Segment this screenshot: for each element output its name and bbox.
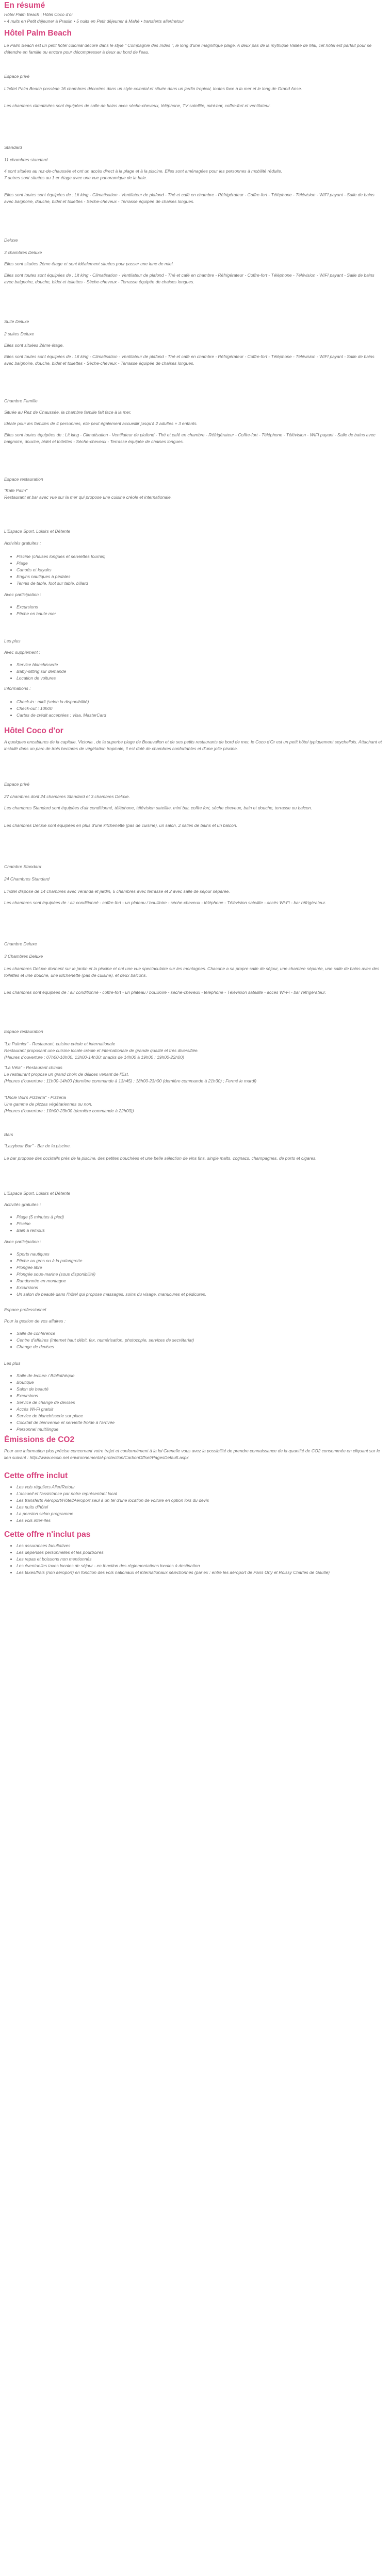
coco-deluxe-p1: Les chambres Deluxe donnent sur le jardin et la piscine et ont une vue spectaculaire sur les montagnes. Chacune a sa propre salle de séjour, une chambre séparée, une salle de bains avec des toilettes et une douche, une kitchenette (pas de cuisine), et deux balcons. [4, 966, 380, 978]
list-item: • Cartes de crédit acceptées : Visa, MasterCard [17, 712, 384, 719]
palm-famille-title: Chambre Famille [4, 398, 38, 403]
excludes-heading: Cette offre n'inclut pas [4, 1530, 91, 1539]
palm-espace-prive-p1: L'hôtel Palm Beach possède 16 chambres décorées dans un style colonial et située dans un jardin tropical, toutes face à la mer et le long de Grand Anse. [4, 86, 302, 91]
palm-supplement-label: Avec supplément : [4, 650, 40, 655]
list-item: • Personnel multilingue [17, 1426, 384, 1433]
coco-pro-label: Pour la gestion de vos affaires : [4, 1318, 66, 1324]
list-item: • Bain à remous [17, 1227, 384, 1234]
coco-pro-title: Espace professionnel [4, 1307, 46, 1312]
palm-sport-title: L'Espace Sport, Loisirs et Détente [4, 529, 71, 534]
coco-r2-name: "La Véla" - Restaurant chinois [4, 1065, 62, 1070]
palm-deluxe-p2: Elles sont toutes sont équipées de : Lit king - Climatisation - Ventilateur de plafond - Thé et café en chambre - Réfrigérateur - Coffre-fort - Téléphone - Télévision - WIFI payant - Salle de bains avec baignoire, douche, bidet et toilettes - Sèche-cheveux - Terrasse équipée de chaises longues. [4, 273, 374, 284]
list-item: • Plongée libre [17, 1264, 384, 1271]
list-item: • Accès Wi-Fi gratuit [17, 1406, 384, 1413]
coco-standard-p2: Les chambres sont équipées de : air conditionné - coffre-fort - un plateau / bouilloire - sèche-cheveux - téléphone - Télévision satellite - accès Wi-Fi - bar réfrigérateur. [4, 900, 327, 905]
list-item: • Les nuits d'hôtel [17, 1504, 384, 1511]
coco-r2-line2: (Heures d'ouverture : 11h00-14h00 (dernière commande à 13h45) ; 18h00-23h00 (dernière commande à 21h30) ; Fermé le mardi) [4, 1078, 257, 1083]
coco-intro: A quelques encablures de la capitale, Victoria , de la superbe plage de Beauvallon et de ses petits restaurants de bord de mer, le Coco d'Or est un petit hôtel typiquement seychellois. Attachant et installé dans un parc de trois hectares de végétation tropicale, il est doté de chambres confortables et d'une jolie piscine. [4, 739, 382, 751]
coco-activites-list [4, 1214, 384, 1234]
palm-intro: Le Palm Beach est un petit hôtel colonial décoré dans le style " Compagnie des Indes ", le long d'une magnifique plage. A deux pas de la mythique Vallée de Mai, cet hôtel est parfait pour se détendre en famille ou encore pour décompresser à deux au bord de l'eau. [4, 43, 372, 55]
palm-espace-prive-p2: Les chambres climatisées sont équipées de salle de bains avec sèche-cheveux, téléphone, TV satellite, mini-bar, coffre-fort et ventilateur. [4, 103, 271, 108]
coco-standard-sub: 24 Chambres Standard [4, 876, 50, 882]
palm-supplement-list [4, 662, 384, 682]
coco-participation-label: Avec participation : [4, 1239, 41, 1244]
list-item: • Les vols inter-îles [17, 1517, 384, 1524]
list-item: • Les taxes/frais (non aéroport) en fonction des vols nationaux et internationaux sélectionnés (par ex : entre les aéroport de Paris Orly et Roissy Charles de Gaulle) [17, 1569, 384, 1576]
palm-participation-list [4, 604, 384, 617]
list-item: • Les dépenses personnelles et les pourboires [17, 1549, 384, 1556]
summary-hotels: Hôtel Palm Beach | Hôtel Coco d'or [4, 12, 73, 17]
coco-bar-name: "Lazybear Bar" - Bar de la piscine. [4, 1143, 71, 1148]
palm-famille-p2: Idéale pour les familles de 4 personnes, elle peut également accueillir jusqu'à 2 adultes + 3 enfants. [4, 421, 198, 426]
coco-participation-list [4, 1251, 384, 1298]
list-item: • Excursions [17, 604, 384, 611]
coco-deluxe-title: Chambre Deluxe [4, 941, 37, 946]
coco-bar-desc: Le bar propose des cocktails près de la piscine, des petites bouchées et une belle sélection de vins fins, single malts, cognacs, champagnes, de porto et cigares. [4, 1156, 317, 1161]
coco-espace-prive-p1: 27 chambres dont 24 chambres Standard et 3 chambres Deluxe. [4, 794, 130, 799]
list-item: • Piscine (chaises longues et serviettes fournis) [17, 553, 384, 560]
coco-heading: Hôtel Coco d'or [4, 726, 63, 735]
palm-deluxe-sub: 3 chambres Deluxe [4, 250, 42, 255]
palm-restauration-title: Espace restauration [4, 477, 43, 482]
coco-r3-name: "Uncle Will's Pizzeria" - Pizzeria [4, 1095, 66, 1100]
coco-standard-title: Chambre Standard [4, 864, 41, 869]
list-item: • Change de devises [17, 1344, 384, 1350]
palm-deluxe-p1: Elles sont situées 2ème étage et sont idéalement situées pour passer une lune de miel. [4, 261, 174, 266]
coco-plus-list [4, 1372, 384, 1433]
list-item: • Excursions [17, 1284, 384, 1291]
list-item: • Sports nautiques [17, 1251, 384, 1258]
list-item: • Pêche en haute mer [17, 611, 384, 617]
list-item: • Plongée sous-marine (sous disponibilité) [17, 1271, 384, 1278]
coco-bars-title: Bars [4, 1132, 13, 1137]
list-item: • Randonnée en montagne [17, 1278, 384, 1284]
coco-espace-prive-p3: Les chambres Deluxe sont équipées en plus d'une kitchenette (pas de cuisine), un salon, 2 salles de bains et un balcon. [4, 823, 237, 828]
list-item: • Check-out : 10h00 [17, 705, 384, 712]
list-item: • Service blanchisserie [17, 662, 384, 668]
list-item: • Cocktail de bienvenue et serviette froide à l'arrivée [17, 1419, 384, 1426]
list-item: • Service de change de devises [17, 1399, 384, 1406]
coco-espace-prive-title: Espace privé [4, 782, 30, 787]
palm-suite-title: Suite Deluxe [4, 319, 29, 324]
coco-sport-title: L'Espace Sport, Loisirs et Détente [4, 1191, 71, 1196]
list-item: • L'accueil et l'assistance par notre représentant local [17, 1490, 384, 1497]
list-item: • Salon de beauté [17, 1386, 384, 1393]
list-item: • Boutique [17, 1379, 384, 1386]
palm-deluxe-title: Deluxe [4, 238, 18, 243]
palm-suite-p2: Elles sont toutes sont équipées de : Lit king - Climatisation - Ventilateur de plafond - Thé et café en chambre - Réfrigérateur - Coffre-fort - Téléphone - Télévision - WIFI payant - Salle de bains avec baignoire, douche, bidet et toilettes - Sèche-cheveux - Terrasse équipée de chaises longues. [4, 354, 374, 366]
list-item: • Location de voitures [17, 675, 384, 682]
list-item: • Excursions [17, 1393, 384, 1399]
summary-heading: En résumé [4, 1, 45, 10]
coco-r3-line2: (Heures d'ouverture : 10h00-23h00 (dernière commande à 22h00)) [4, 1108, 134, 1113]
palm-restaurant-desc: Restaurant et bar avec vue sur la mer qui propose une cuisine créole et internationale. [4, 495, 172, 500]
coco-r1-line1: Restaurant proposant une cuisine locale créole et internationale de grande qualité et très diversifiée. [4, 1048, 199, 1053]
list-item: • La pension selon programme [17, 1511, 384, 1517]
list-item: • Plage [17, 560, 384, 567]
list-item: • Les transferts Aéroport/Hôtel/Aéroport seul à un tel d'une location de voiture en option lors du devis [17, 1497, 384, 1504]
list-item: • Les vols réguliers Aller/Retour [17, 1484, 384, 1490]
includes-heading: Cette offre inclut [4, 1471, 68, 1480]
includes-list [4, 1484, 384, 1524]
coco-r1-line2: (Heures d'ouverture : 07h00-10h00, 13h00-14h30; snacks de 14h00 à 19h00 ; 19h00-22h00) [4, 1055, 184, 1060]
palm-heading: Hôtel Palm Beach [4, 29, 72, 38]
palm-activites-label: Activités gratuites : [4, 540, 41, 546]
list-item: • Salle de lecture / Bibliothèque [17, 1372, 384, 1379]
palm-restaurant-name: "Kafe Palm" [4, 488, 28, 493]
coco-restauration-title: Espace restauration [4, 1029, 43, 1034]
list-item: • Baby-sitting sur demande [17, 668, 384, 675]
list-item: • Piscine [17, 1221, 384, 1227]
palm-espace-prive-title: Espace privé [4, 74, 30, 79]
list-item: • Centre d'affaires (Internet haut débit, fax, numérisation, photocopie, services de secrétariat) [17, 1337, 384, 1344]
co2-text: Pour une information plus précise concernant votre trajet et conformément à la loi Grenelle vous avez la possibilité de prendre connaissance de la quantité de CO2 consommée en cliquant sur le lien suivant : http://www.ecolo.net environnemental-protection/CarbonOffset/PagesDefault.aspx [4, 1448, 380, 1460]
list-item: • Canoës et kayaks [17, 567, 384, 573]
coco-deluxe-p2: Les chambres sont équipées de : air conditionné - coffre-fort - un plateau / bouilloire - sèche-cheveux - téléphone - Télévision satellite - accès Wi-Fi - bar réfrigérateur. [4, 990, 327, 995]
palm-standard-p3: Elles sont toutes sont équipées de : Lit king - Climatisation - Ventilateur de plafond - Thé et café en chambre - Réfrigérateur - Coffre-fort - Téléphone - Télévision - WIFI payant - Salle de bains avec baignoire, douche, bidet et toilettes - Sèche-cheveux - Terrasse équipée de chaises longues. [4, 192, 374, 204]
palm-suite-sub: 2 suites Deluxe [4, 331, 35, 336]
co2-heading: Émissions de CO2 [4, 1435, 75, 1444]
palm-standard-sub: 11 chambres standard [4, 157, 47, 162]
list-item: • Check-in : midi (selon la disponibilité) [17, 699, 384, 705]
coco-r3-line1: Une gamme de pizzas végétariennes ou non. [4, 1101, 93, 1107]
palm-famille-p3: Elles sont toutes équipées de : Lit king - Climatisation - Ventilateur de plafond - Thé et café en chambre - Réfrigérateur - Coffre-fort - Téléphone - Télévision - WIFI payant - Salle de bains avec baignoire, douche, bidet et toilettes - Sèche-cheveux - Terrasse équipée de chaises longues. [4, 432, 376, 444]
list-item: • Service de blanchisserie sur place [17, 1413, 384, 1419]
list-item: • Plage (5 minutes à pied) [17, 1214, 384, 1221]
list-item: • Tennis de table, foot sur table, billard [17, 580, 384, 587]
coco-standard-p1: L'hôtel dispose de 14 chambres avec véranda et jardin, 6 chambres avec terrasse et 2 avec salle de séjour séparée. [4, 889, 230, 894]
coco-r1-name: "Le Palmier" - Restaurant, cuisine créole et internationale [4, 1041, 116, 1046]
excludes-list [4, 1543, 384, 1576]
palm-standard-p1: 4 sont situées au rez-de-chaussée et ont un accès direct à la plage et à la piscine. Elles sont aménagées pour les personnes à mobilité réduite. [4, 168, 283, 174]
list-item: • Les assurances facultatives [17, 1543, 384, 1549]
palm-suite-p1: Elles sont situées 2ème étage. [4, 343, 64, 348]
coco-r2-line1: Le restaurant propose un grand choix de délices venant de l'Est. [4, 1072, 129, 1077]
palm-standard-title: Standard [4, 145, 22, 150]
list-item: • Les repas et boissons non mentionnés [17, 1556, 384, 1563]
palm-infos-list [4, 699, 384, 719]
coco-activites-label: Activités gratuites : [4, 1202, 41, 1207]
palm-activites-list [4, 553, 384, 587]
coco-pro-list [4, 1330, 384, 1350]
summary-details: • 4 nuits en Petit déjeuner à Praslin • 5 nuits en Petit déjeuner à Mahé • transferts aller/retour [4, 19, 184, 24]
palm-infos-label: Informations : [4, 686, 31, 691]
coco-espace-prive-p2: Les chambres Standard sont équipées d'air conditionné, téléphone, télévision satellite, mini bar, coffre fort, sèche cheveux, bain et douche, terrasse ou balcon. [4, 805, 312, 810]
palm-plus-title: Les plus [4, 638, 21, 643]
list-item: • Engins nautiques à pédales [17, 573, 384, 580]
coco-deluxe-sub: 3 Chambres Deluxe [4, 954, 43, 959]
palm-standard-p2: 7 autres sont situées au 1 er étage avec une vue panoramique de la baie. [4, 175, 148, 180]
list-item: • Un salon de beauté dans l'hôtel qui propose massages, soins du visage, manucures et pédicures. [17, 1291, 384, 1298]
list-item: • Pêche au gros ou à la palangrotte [17, 1258, 384, 1264]
coco-plus-title: Les plus [4, 1361, 21, 1366]
list-item: • Les éventuelles taxes locales de séjour - en fonction des réglementations locales à destination [17, 1563, 384, 1569]
palm-participation-label: Avec participation : [4, 592, 41, 597]
list-item: • Salle de conférence [17, 1330, 384, 1337]
palm-famille-p1: Située au Rez de Chaussée, la chambre famille fait face à la mer. [4, 410, 132, 415]
